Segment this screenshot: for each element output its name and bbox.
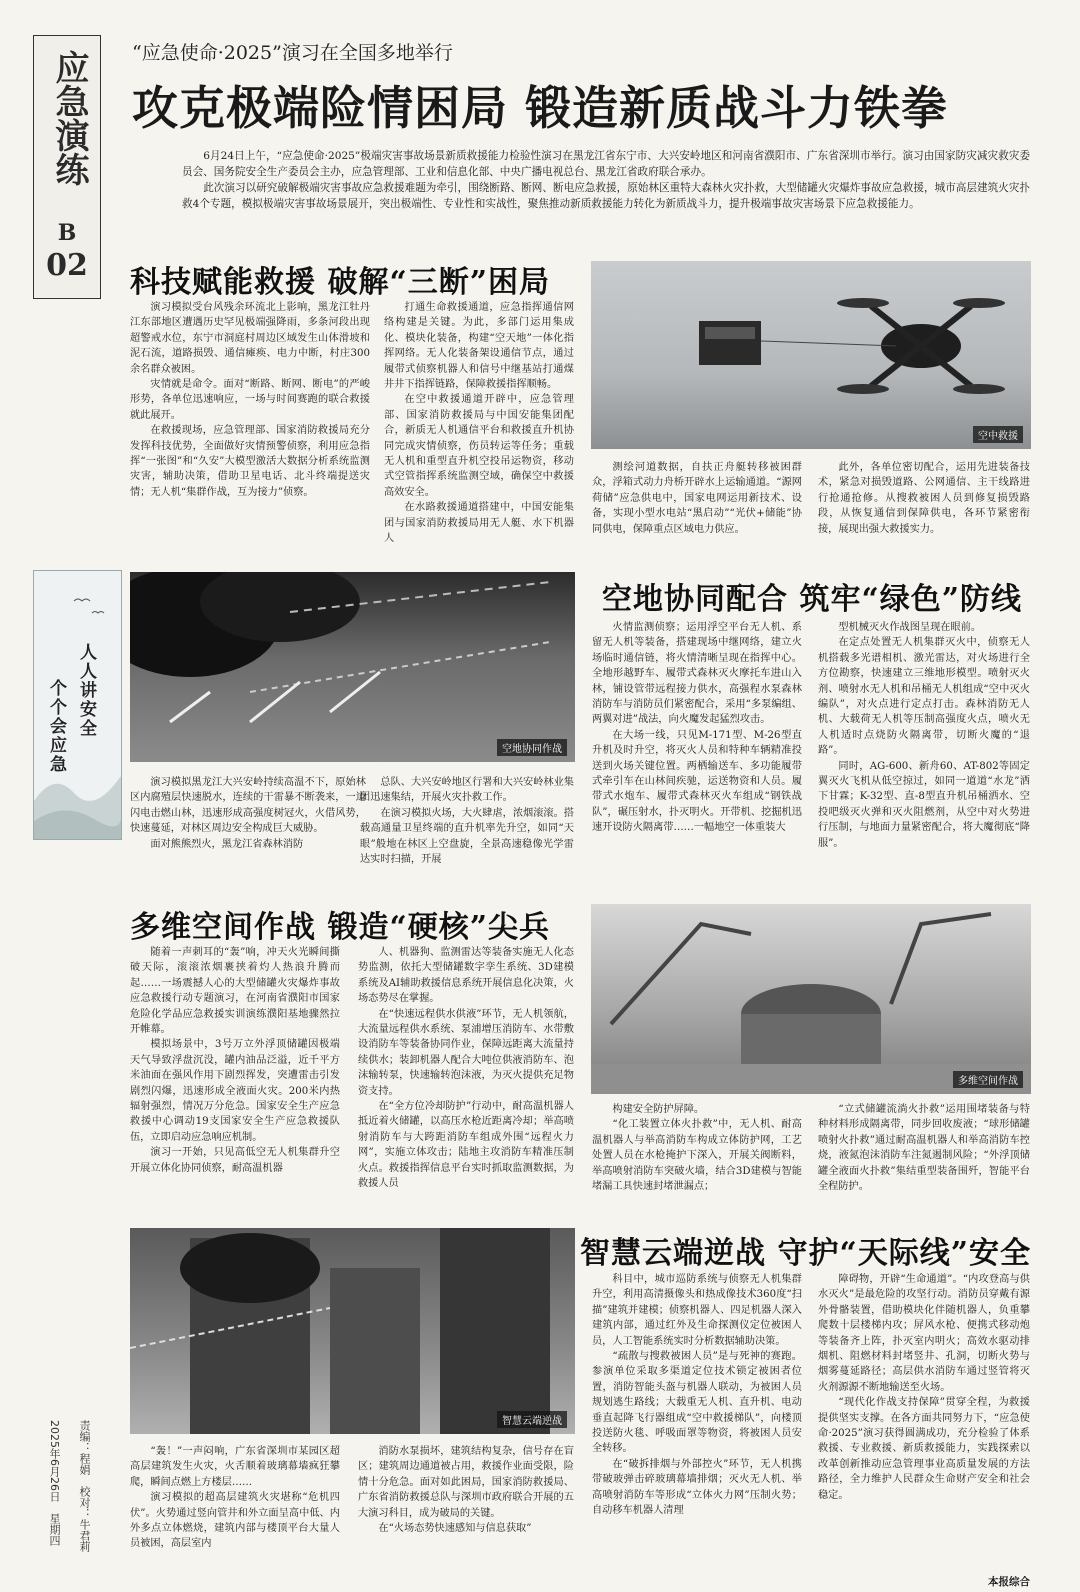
page-number: 02 xyxy=(46,248,88,283)
paragraph: 构建安全防护屏障。 xyxy=(612,1104,705,1115)
photo-forest-fire xyxy=(130,572,575,762)
headline: 攻克极端险情困局 锻造新质战斗力铁拳 xyxy=(132,81,949,135)
section-title: 智慧云端逆战 守护“天际线”安全 xyxy=(580,1236,1031,1271)
article-column xyxy=(592,620,802,836)
paragraph: 在演习模拟火场，大火肆虐，浓烟滚滚。搭载高通量卫星终端的直升机率先升空，如同“天眼”般地在林区上空盘旋，全景高速稳像光学雷达实时扫描，开展 xyxy=(360,807,574,866)
paragraph: “轰！”一声闷响，广东省深圳市某园区超高层建筑发生火灾，火舌顺着玻璃幕墙疯狂攀爬，瞬间点燃上方楼层…… xyxy=(130,1446,340,1488)
article-column xyxy=(818,1272,1030,1503)
paragraph: 同时，AG-600、新舟60、AT-802等固定翼灭火飞机从低空掠过，如同一道道“水龙”洒下甘霖；K-32型、直-8型直升机吊桶洒水、空投吧级灭火弹和灭火阻燃剂，从空中对火势进行压制，与地面力量紧密配合，将大魔彻底“降服”。 xyxy=(818,760,1030,849)
paragraph: 在“破拆排烟与外部控火”环节，无人机携带破玻弹击碎玻璃幕墙排烟；灭火无人机、举高喷射消防车等形成“立体火力网”压制火势；自动移车机器人清理 xyxy=(592,1458,802,1517)
paragraph: 面对熊熊烈火，黑龙江省森林消防 xyxy=(150,838,304,850)
paragraph: 障碍物，开辟“生命通道”。“内攻登高与供水灭火”是最危险的攻坚行动。消防员穿戴有源外骨骼装置，借助模块化伴随机器人，负重攀爬数十层楼梯内攻；屏风水枪、便携式移动炮等装备齐上阵，扑灭室内明火；高效水驱动排烟机、阻燃材料封堵竖井、孔洞，切断火势与烟雾蔓延路径；高层供水消防车通过竖管将灭火剂源源不断地输送至火场。 xyxy=(818,1274,1030,1393)
paragraph: 模拟场景中，3号万立外浮顶储罐因极端天气导致浮盘沉没，罐内油品泛溢，近千平方米油面在强风作用下剧烈挥发，突遭雷击引发剧烈闪爆，迅速形成全液面火灾。200米内热辐射强烈，情况万分危急。国家安全生产应急救援中心调动19支国家安全生产应急救援队伍，立即启动应急响应机制。 xyxy=(130,1039,340,1143)
article-column xyxy=(592,1272,802,1519)
intro-paragraph: 此次演习以研究破解极端灾害事故应急救援难题为牵引，围绕断路、断网、断电应急救援，原始林区重特大森林火灾扑救，大型储罐火灾爆炸事故应急救援，城市高层建筑火灾扑救4个专题，模拟极端灾害事故场景展开，突出极端性、专业性和实战性，聚焦推动新质救援能力转化为新质战斗力，提升极端事故灾害场景下应急救援能力。 xyxy=(182,182,1030,210)
slogan-line-2: 个个会应急 xyxy=(46,679,66,774)
photo-highrise-fire xyxy=(130,1228,575,1434)
paragraph: 测绘河道数据，自扶正舟艇转移被困群众，浮箱式动力舟桥开辟水上运输通道。“源网荷储”应急供电中，国家电网运用新技术、设备，实现小型水电站“黑启动”“光伏+储能”协同供电，保障重点区域电力供应。 xyxy=(592,462,802,535)
photo-drone-rescue xyxy=(591,261,1031,449)
paragraph: 在“全方位冷却防护”行动中，耐高温机器人抵近着火储罐，以高压水枪近距离冷却；举高喷射消防车与大跨距消防车组成外围“远程火力网”，实施立体攻击；陆地主攻消防车精准压制火点。救援指挥信息平台实时抓取监测数据，为救援人员 xyxy=(358,1101,574,1190)
photo-caption: 多维空间作战 xyxy=(953,1071,1023,1088)
paragraph: 在救援现场，应急管理部、国家消防救援局充分发挥科技优势，全面做好灾情预警侦察，利用应急指挥“一张图”和“久安”大模型激活大数据分析系统监测灾害，辅助决策，借助卫星电话、北斗终端提送灾情；无人机“集群作战，互为接力”侦察。 xyxy=(130,425,370,498)
paragraph: 在“火场态势快速感知与信息获取” xyxy=(378,1523,532,1535)
article-column xyxy=(818,1102,1030,1194)
photo-caption: 空中救援 xyxy=(973,426,1023,443)
paragraph: 在定点处置无人机集群灭火中，侦察无人机搭载多光谱相机、激光雷达，对火场进行全方位勘察，快速建立三维地形模型。喷射灭火剂、喷射水无人机和吊桶无人机组成“空中灭火编队”，对火点进行定点打击。森林消防无人机、大载荷无人机等压制高强度火点，喷火无人机适时点烧防火隔离带，切断火魔的“退路”。 xyxy=(818,637,1030,757)
paragraph: 演习一开始，只见高低空无人机集群升空开展立体化协同侦察，耐高温机器 xyxy=(130,1147,340,1174)
tank-fire-image xyxy=(591,904,1031,1094)
paragraph: 在大场一线，只见M-171型、M-26型直升机及时升空，将灭火人员和特种车辆精准投送到火场关键位置。两栖输送车、多功能履带式牵引车在山林间疾驰，运送物资和人员。履带式水炮车、履带式森林灭火车组成“钢铁战队”，碾压射水，扑灭明火。开带机、挖掘机迅速开设防火隔离带……一幅地空一体重装大 xyxy=(592,729,802,834)
paragraph: 演习模拟的超高层建筑火灾堪称“危机四伏”。火势通过竖向管井和外立面呈高中低、内外多点立体燃烧，建筑内部与楼顶平台大量人员被困，高层室内 xyxy=(130,1492,340,1550)
article-column xyxy=(130,945,340,1176)
intro-paragraph: 6月24日上午，“应急使命·2025”极端灾害事故场景新质救援能力检验性演习在黑龙江省东宁市、大兴安岭地区和河南省濮阳市、广东省深圳市举行。演习由国家防灾减灾救灾委员会、国务院安全生产委员会主办，应急管理部、工业和信息化部、中央广播电视总台、黑龙江省政府联合承办。 xyxy=(182,150,1030,178)
paragraph: 此外，各单位密切配合，运用先进装备技术，紧急对损毁道路、公网通信、主干线路进行抢通抢修。从搜救被困人员到修复损毁路段，从恢复通信到保障供电，各环节紧密衔接，展现出强大救援实力。 xyxy=(818,462,1030,535)
paragraph: 总队、大兴安岭地区行署和大兴安岭林业集团迅速集结，开展火灾扑救工作。 xyxy=(360,777,574,804)
photo-caption: 空地协同作战 xyxy=(497,739,567,756)
page-section-label xyxy=(33,35,101,299)
article-column xyxy=(818,620,1030,851)
paragraph: 在“快速远程供水供液”环节，无人机领航，大流量远程供水系统、泵浦增压消防车、水带敷设消防车等装备协同作业，保障远距离大流量持续供水；装卸机器人配合大吨位供液消防车、泡沫输转泵，快速输转泡沫液，为灭火提供充足物资支持。 xyxy=(358,1008,574,1097)
paragraph: 在水路救援通道搭建中，中国安能集团与国家消防救援局用无人艇、水下机器人 xyxy=(384,502,574,545)
paragraph: 灾情就是命令。面对“断路、断网、断电”的严峻形势，各单位迅速响应，一场与时间赛跑的联合救援就此展开。 xyxy=(130,379,370,421)
article-column xyxy=(360,775,574,867)
kicker: “应急使命·2025”演习在全国多地举行 xyxy=(132,42,453,64)
paragraph: 消防水泵损坏，建筑结构复杂，信号存在盲区；建筑周边通道被占用，救援作业面受限，险情十分危急。面对如此困局，国家消防救援局、广东省消防救援总队与深圳市政府联合开展的五大演习科目，成为破局的关键。 xyxy=(358,1446,574,1519)
intro xyxy=(182,148,1030,212)
article-column xyxy=(358,945,574,1192)
paragraph: 打通生命救援通道，应急指挥通信网络构建是关键。为此，多部门运用集成化、模块化装备，构建“空天地”一体化指挥网络。无人化装备架设通信节点，通过履带式侦察机器人和信号中继基站打通煤井井下指挥链路，保障救援指挥顺畅。 xyxy=(384,302,574,391)
article-column xyxy=(358,1444,574,1536)
article-column xyxy=(130,1444,340,1552)
editor-credit: 责编：程娟 校对：牛君莉 xyxy=(78,1420,91,1552)
highrise-fire-image xyxy=(130,1228,575,1434)
paragraph: 演习模拟黑龙江大兴安岭持续高温不下，原始林区内腐殖层快速脱水，连续的干雷暴不断袭来，一道闪电击燃山林，迅速形成高强度树冠火，火借风势，快速蔓延，对林区周边安全构成巨大威胁。 xyxy=(130,777,366,835)
photo-caption: 智慧云端逆战 xyxy=(497,1411,567,1428)
byline: 本报综合 xyxy=(988,1576,1030,1588)
section-title: 多维空间作战 锻造“硬核”尖兵 xyxy=(130,910,550,945)
paragraph: 演习模拟受台风残余环流北上影响，黑龙江牡丹江东部地区遭遇历史罕见极端强降雨，多条河段出现超警戒水位，东宁市洞庭村周边区域发生山体滑坡和泥石流，道路损毁、通信瘫痪、电力中断，村庄300余名群众被困。 xyxy=(130,302,370,375)
article-column xyxy=(592,460,802,537)
paragraph: “疏散与搜救被困人员”是与死神的赛跑。参演单位采取多渠道定位技术锁定被困者位置，消防智能头盔与机器人联动，为被困人员规划逃生路线；大载重无人机、直升机、电动垂直起降飞行器组成“空中救援梯队”，向楼顶投送防火毯、呼吸面罩等物资，将被困人员安全转移。 xyxy=(592,1351,802,1455)
section-title: 科技赋能救援 破解“三断”困局 xyxy=(130,265,550,300)
issue-date: 2025年6月26日 星期四 xyxy=(48,1420,61,1546)
article-column xyxy=(592,1102,802,1194)
section-title: 空地协同配合 筑牢“绿色”防线 xyxy=(602,582,1022,617)
section-code: B xyxy=(57,220,77,246)
photo-tank-fire xyxy=(591,904,1031,1094)
drone-image xyxy=(591,261,1031,449)
paragraph: 人、机器狗、监测雷达等装备实施无人化态势监测，依托大型储罐数字孪生系统、3D建模系统及AI辅助救援信息系统开展信息化决策，火场态势尽在掌握。 xyxy=(358,947,574,1005)
paragraph: 型机械灭火作战图呈现在眼前。 xyxy=(838,622,982,633)
paragraph: 在空中救援通道开辟中，应急管理部、国家消防救援局与中国安能集团配合，新质无人机通信平台和救援直升机协同完成灾情侦察，伤员转运等任务；重载无人机和重型直升机空投吊运物资，移动式空管指挥系统监测空域，确保空中救援高效安全。 xyxy=(384,394,574,498)
article-column xyxy=(384,300,574,547)
article-column xyxy=(130,775,366,852)
forest-fire-image xyxy=(130,572,575,762)
paragraph: “立式储罐流淌火扑救”运用围堵装备与特种材料形成隔离带，同步回收废液；“球形储罐喷射火扑救”通过耐高温机器人和举高消防车控烧，液氮泡沫消防车注氮遏制风险；“外浮顶储罐全液面火扑救”集结重型装备围歼，智能平台全程防护。 xyxy=(818,1104,1030,1193)
paragraph: “化工装置立体火扑救”中，无人机、耐高温机器人与举高消防车构成立体防护网，工艺处置人员在水枪掩护下深入，开展关阀断料，举高喷射消防车突破火墙，结合3D建模与智能堵漏工具快速封堵泄漏点； xyxy=(592,1119,802,1193)
section-name: 应急演练 xyxy=(49,50,89,186)
paragraph: “现代化作战支持保障”贯穿全程，为救援提供坚实支撑。在各方面共同努力下，“应急使命·2025”演习获得圆满成功，充分检验了体系救援、专业救援、新质救援能力，实践探索以改革创新推动应急管理事业高质量发展的方法路径，全力维护人民群众生命财产安全和社会稳定。 xyxy=(818,1397,1030,1501)
article-column xyxy=(130,300,370,500)
safety-slogan xyxy=(33,570,122,840)
paragraph: 科目中，城市巡防系统与侦察无人机集群升空，利用高清摄像头和热成像技术360度“扫描”建筑并建模；侦察机器人、四足机器人深入建筑内部，通过红外及生命探测仪定位被困人员，人工智能系统实时分析数据辅助决策。 xyxy=(592,1274,802,1347)
slogan-line-1: 人人讲安全 xyxy=(76,643,96,738)
paragraph: 随着一声刺耳的“轰”响，冲天火光瞬间撕破天际，滚滚浓烟裹挟着灼人热浪升腾而起……一场震撼人心的大型储罐火灾爆炸事故应急救援行动专题演习，在河南省濮阳市国家危险化学品应急救援实训演练濮阳基地骤然拉开帷幕。 xyxy=(130,947,340,1036)
article-column xyxy=(818,460,1030,537)
paragraph: 火情监测侦察；运用浮空平台无人机、系留无人机等装备，搭建现场中继网络，建立火场临时通信链，将火情清晰呈现在指挥中心。全地形越野车、履带式森林灭火摩托车进山入林，铺设管带远程接力供水，高强程水泵森林消防车与消防员们紧密配合，采用“多泵编组、两翼对进”战法，向火魔发起猛烈攻击。 xyxy=(592,622,802,726)
